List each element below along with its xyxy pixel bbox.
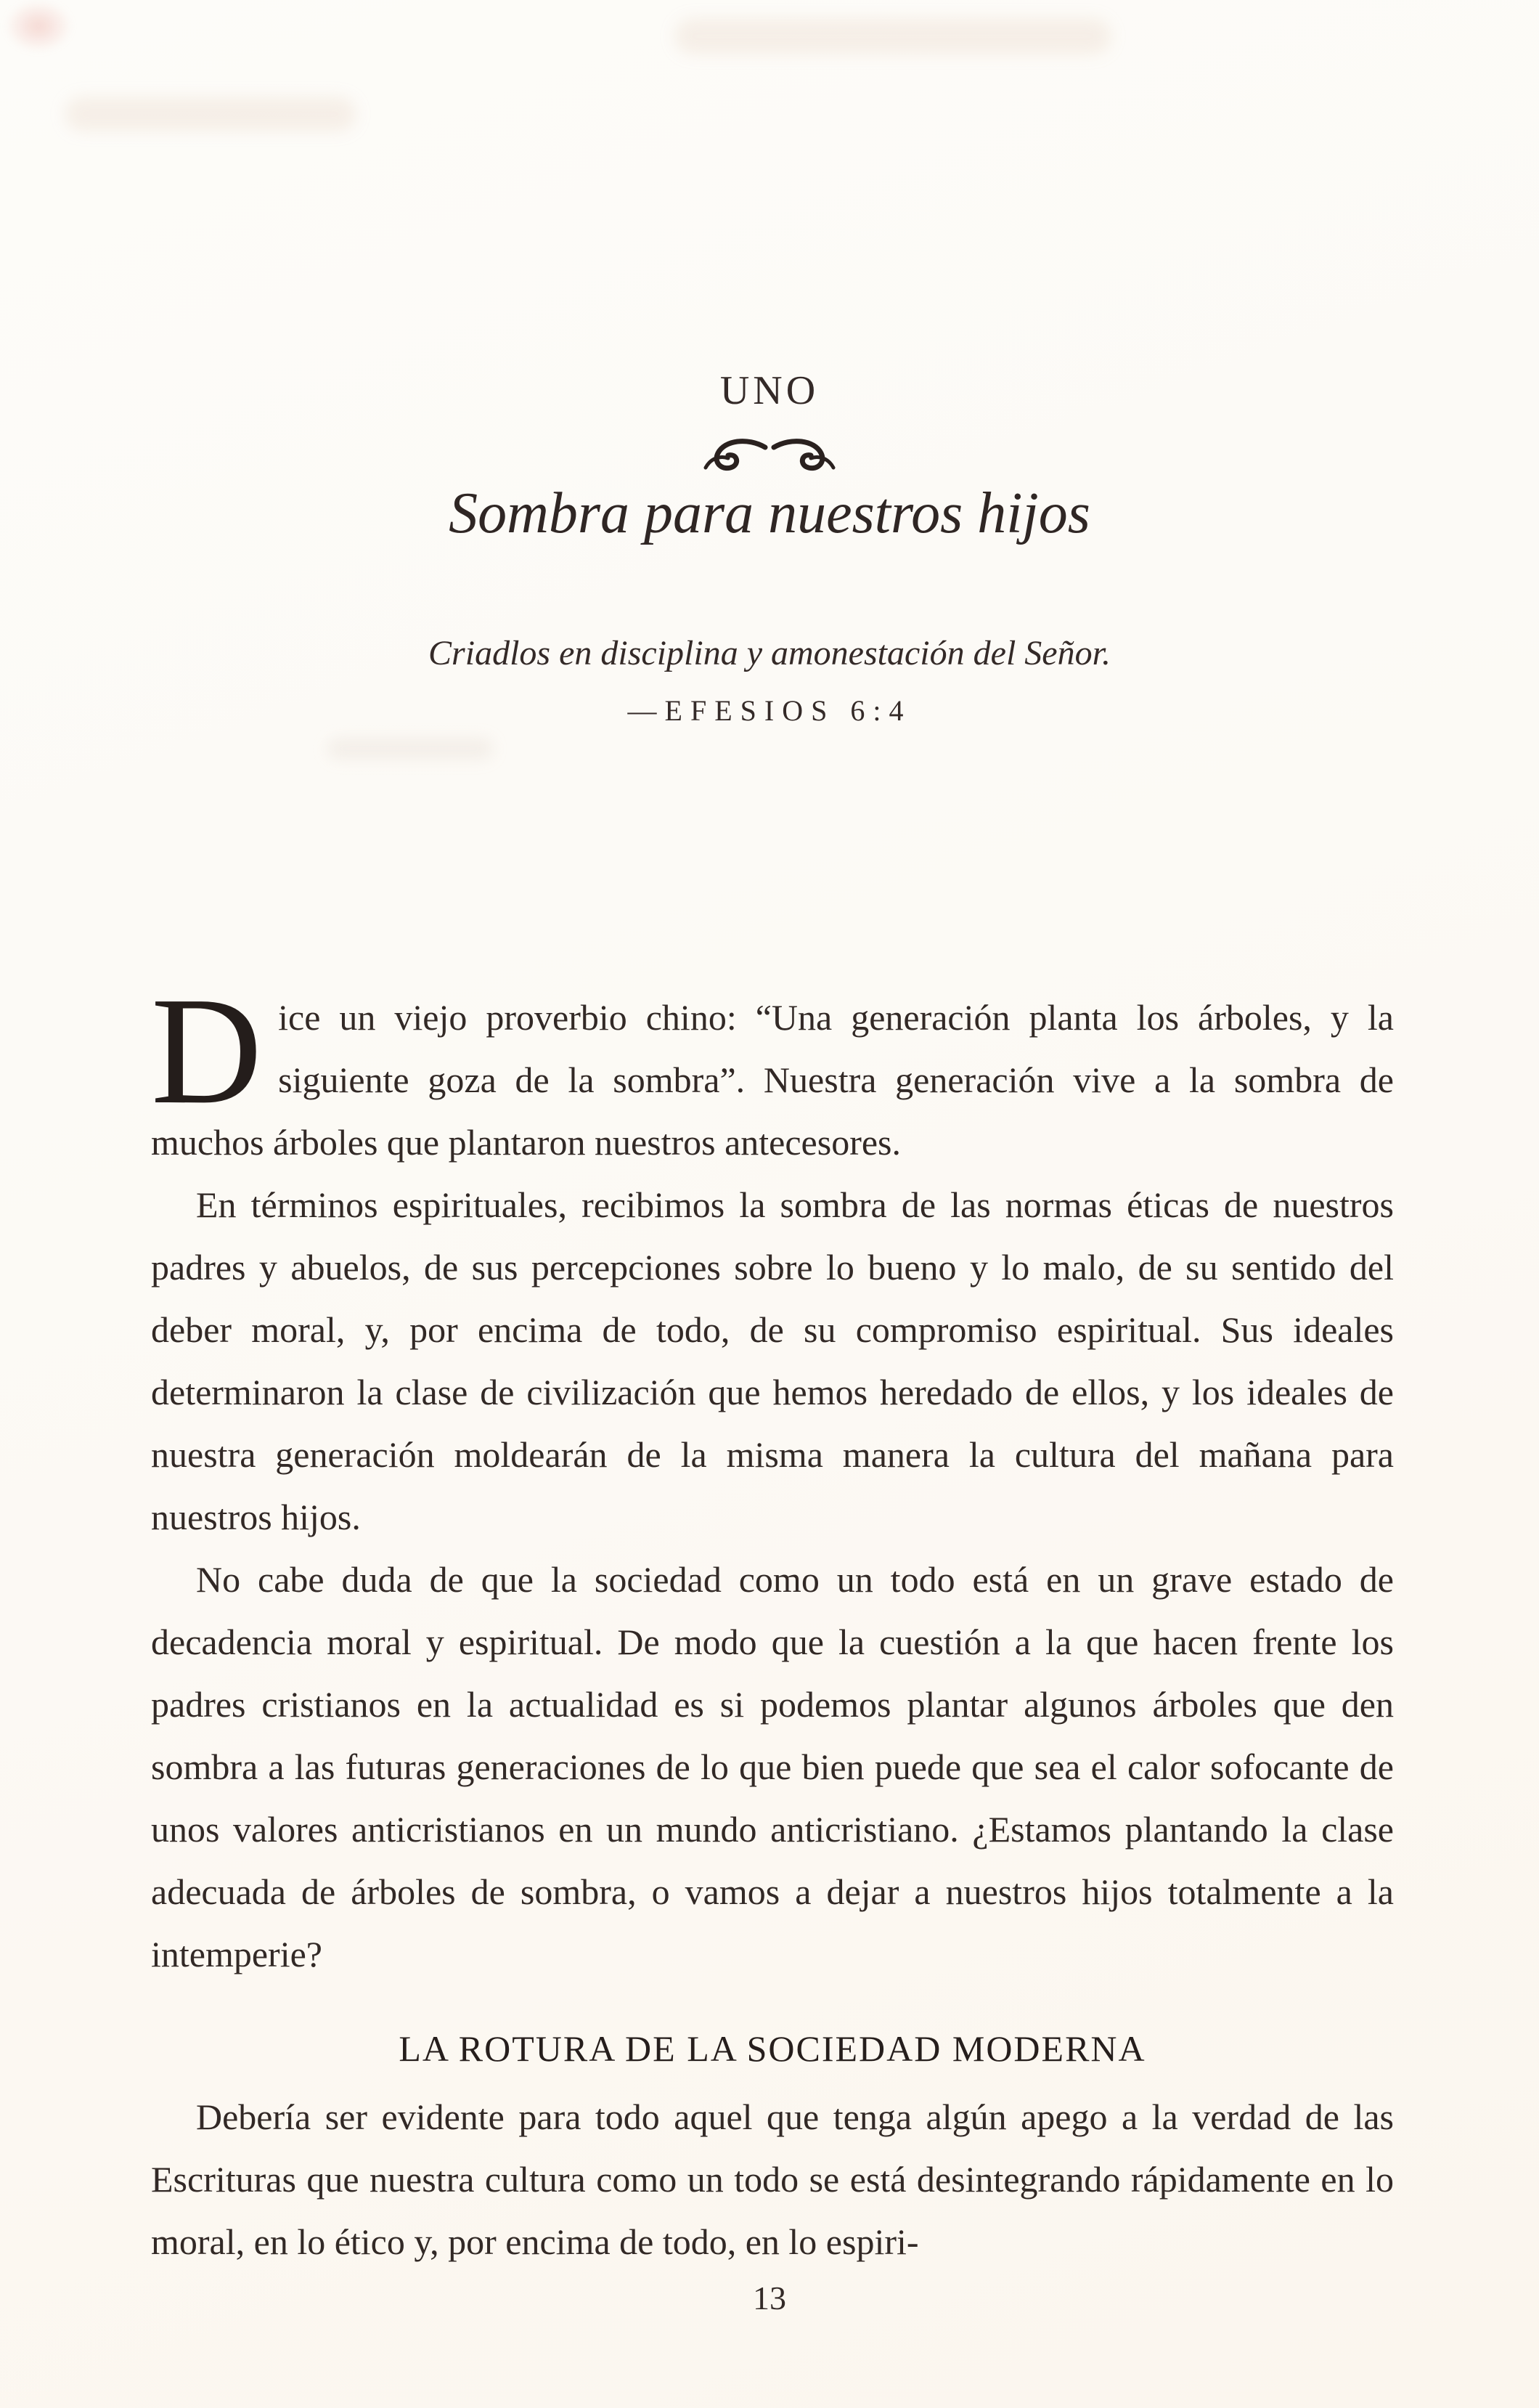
epigraph bbox=[0, 633, 1539, 728]
page-number: 13 bbox=[753, 2279, 786, 2317]
chapter-ornament bbox=[0, 436, 1539, 473]
paragraph-text: ice un viejo proverbio chino: “Una generación planta los árboles, y la siguiente goza de la sombra”. Nuestra generación vive a la sombra de muchos árboles que plantaron nuestros antecesores. bbox=[151, 997, 1394, 1163]
drop-cap: D bbox=[151, 965, 263, 1136]
fleuron-divider-icon bbox=[695, 436, 844, 473]
paragraph: En términos espirituales, recibimos la sombra de las normas éticas de nuestros padres y abuelos, de sus percepciones sobre lo bueno y lo malo, de su sentido del deber moral, y, por encima de todo, de su compromiso espiritual. Sus ideales determinaron la clase de civilización que hemos heredado de ellos, y los ideales de nuestra generación moldearán de la misma manera la cultura del mañana para nuestros hijos. bbox=[151, 1184, 1394, 1537]
bleed-through-artifact bbox=[675, 19, 1111, 54]
epigraph-attribution: —EFESIOS 6:4 bbox=[627, 694, 912, 727]
section-heading: LA ROTURA DE LA SOCIEDAD MODERNA bbox=[399, 2028, 1146, 2069]
paragraph: No cabe duda de que la sociedad como un todo está en un grave estado de decadencia moral y espiritual. De modo que la cuestión a la que hacen frente los padres cristianos en la actualidad es si podemos plantar algunos árboles que den sombra a las futuras generaciones de lo que bien puede que sea el calor sofocante de unos valores anticristianos en un mundo anticristiano. ¿Estamos plantando la clase adecuada de árboles de sombra, o vamos a dejar a nuestros hijos totalmente a la intemperie? bbox=[151, 1559, 1394, 1974]
body-text bbox=[151, 965, 1394, 2273]
epigraph-quote: Criadlos en disciplina y amonestación del Señor. bbox=[428, 634, 1111, 672]
paragraph bbox=[151, 965, 1394, 1174]
scan-corner-smudge bbox=[0, 0, 86, 62]
bleed-through-artifact bbox=[327, 738, 494, 760]
chapter-title: Sombra para nuestros hijos bbox=[449, 481, 1090, 545]
chapter-number-label: UNO bbox=[719, 368, 820, 413]
bleed-through-artifact bbox=[65, 97, 356, 131]
paragraph: Debería ser evidente para todo aquel que tenga algún apego a la verdad de las Escrituras que nuestra cultura como un todo se está desintegrando rápidamente en lo moral, en lo ético y, por encima de todo, en lo espiri- bbox=[151, 2096, 1394, 2262]
